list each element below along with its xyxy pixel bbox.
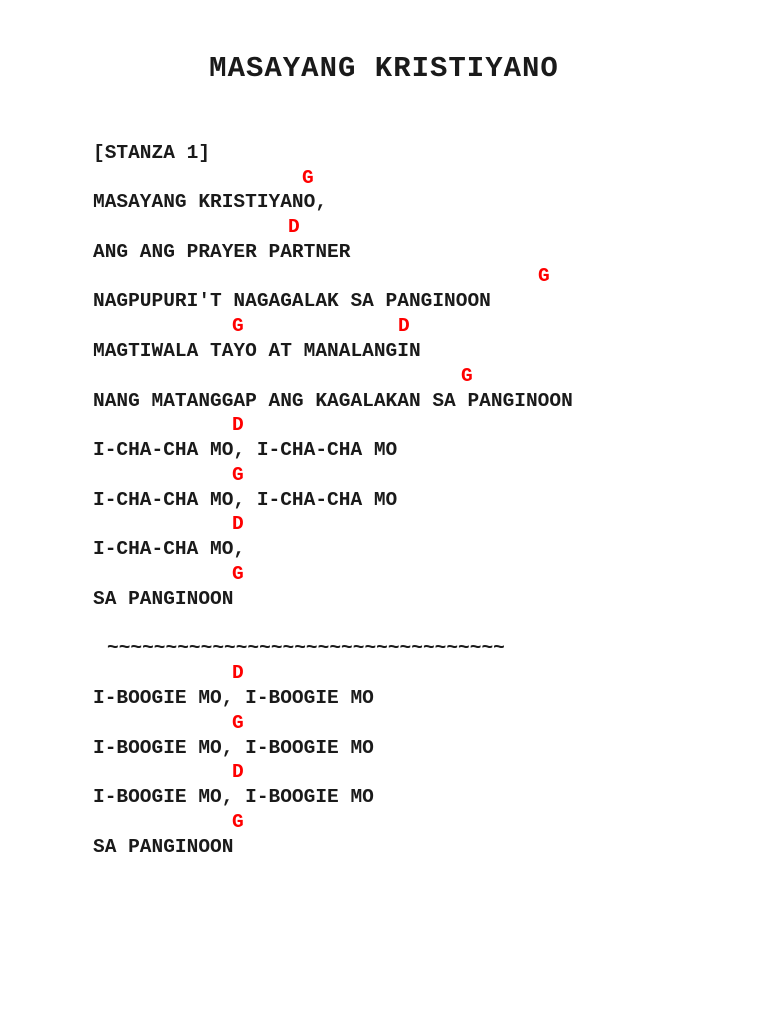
chord: D [398,315,410,337]
lyric-line: NANG MATANGGAP ANG KAGALAKAN SA PANGINOON [93,390,573,412]
chord: D [232,761,244,783]
lyric-line: I-CHA-CHA MO, I-CHA-CHA MO [93,439,398,461]
chord: D [232,513,244,535]
chord: D [232,662,244,684]
lyric-line: NAGPUPURI'T NAGAGALAK SA PANGINOON [93,290,491,312]
chord: G [232,811,244,833]
lyric-line: I-BOOGIE MO, I-BOOGIE MO [93,687,374,709]
lyric-line: SA PANGINOON [93,836,234,858]
lyric-line: I-CHA-CHA MO, [93,538,246,560]
lyric-line: MAGTIWALA TAYO AT MANALANGIN [93,340,421,362]
lyric-line: I-BOOGIE MO, I-BOOGIE MO [93,737,374,759]
lyric-line: SA PANGINOON [93,588,234,610]
chord: G [232,712,244,734]
chord: G [232,563,244,585]
chord: G [302,167,314,189]
stanza-label: [STANZA 1] [93,142,211,164]
chord: G [461,365,473,387]
chord: G [538,265,550,287]
chord: D [288,216,300,238]
lyric-line: ANG ANG PRAYER PARTNER [93,241,351,263]
chord: G [232,464,244,486]
lyric-line: MASAYANG KRISTIYANO, [93,191,328,213]
chord: G [232,315,244,337]
section-divider: ~~~~~~~~~~~~~~~~~~~~~~~~~~~~~~~~~~ [107,637,505,659]
song-title: MASAYANG KRISTIYANO [209,52,559,85]
lyric-line: I-CHA-CHA MO, I-CHA-CHA MO [93,489,398,511]
lyric-line: I-BOOGIE MO, I-BOOGIE MO [93,786,374,808]
chord: D [232,414,244,436]
